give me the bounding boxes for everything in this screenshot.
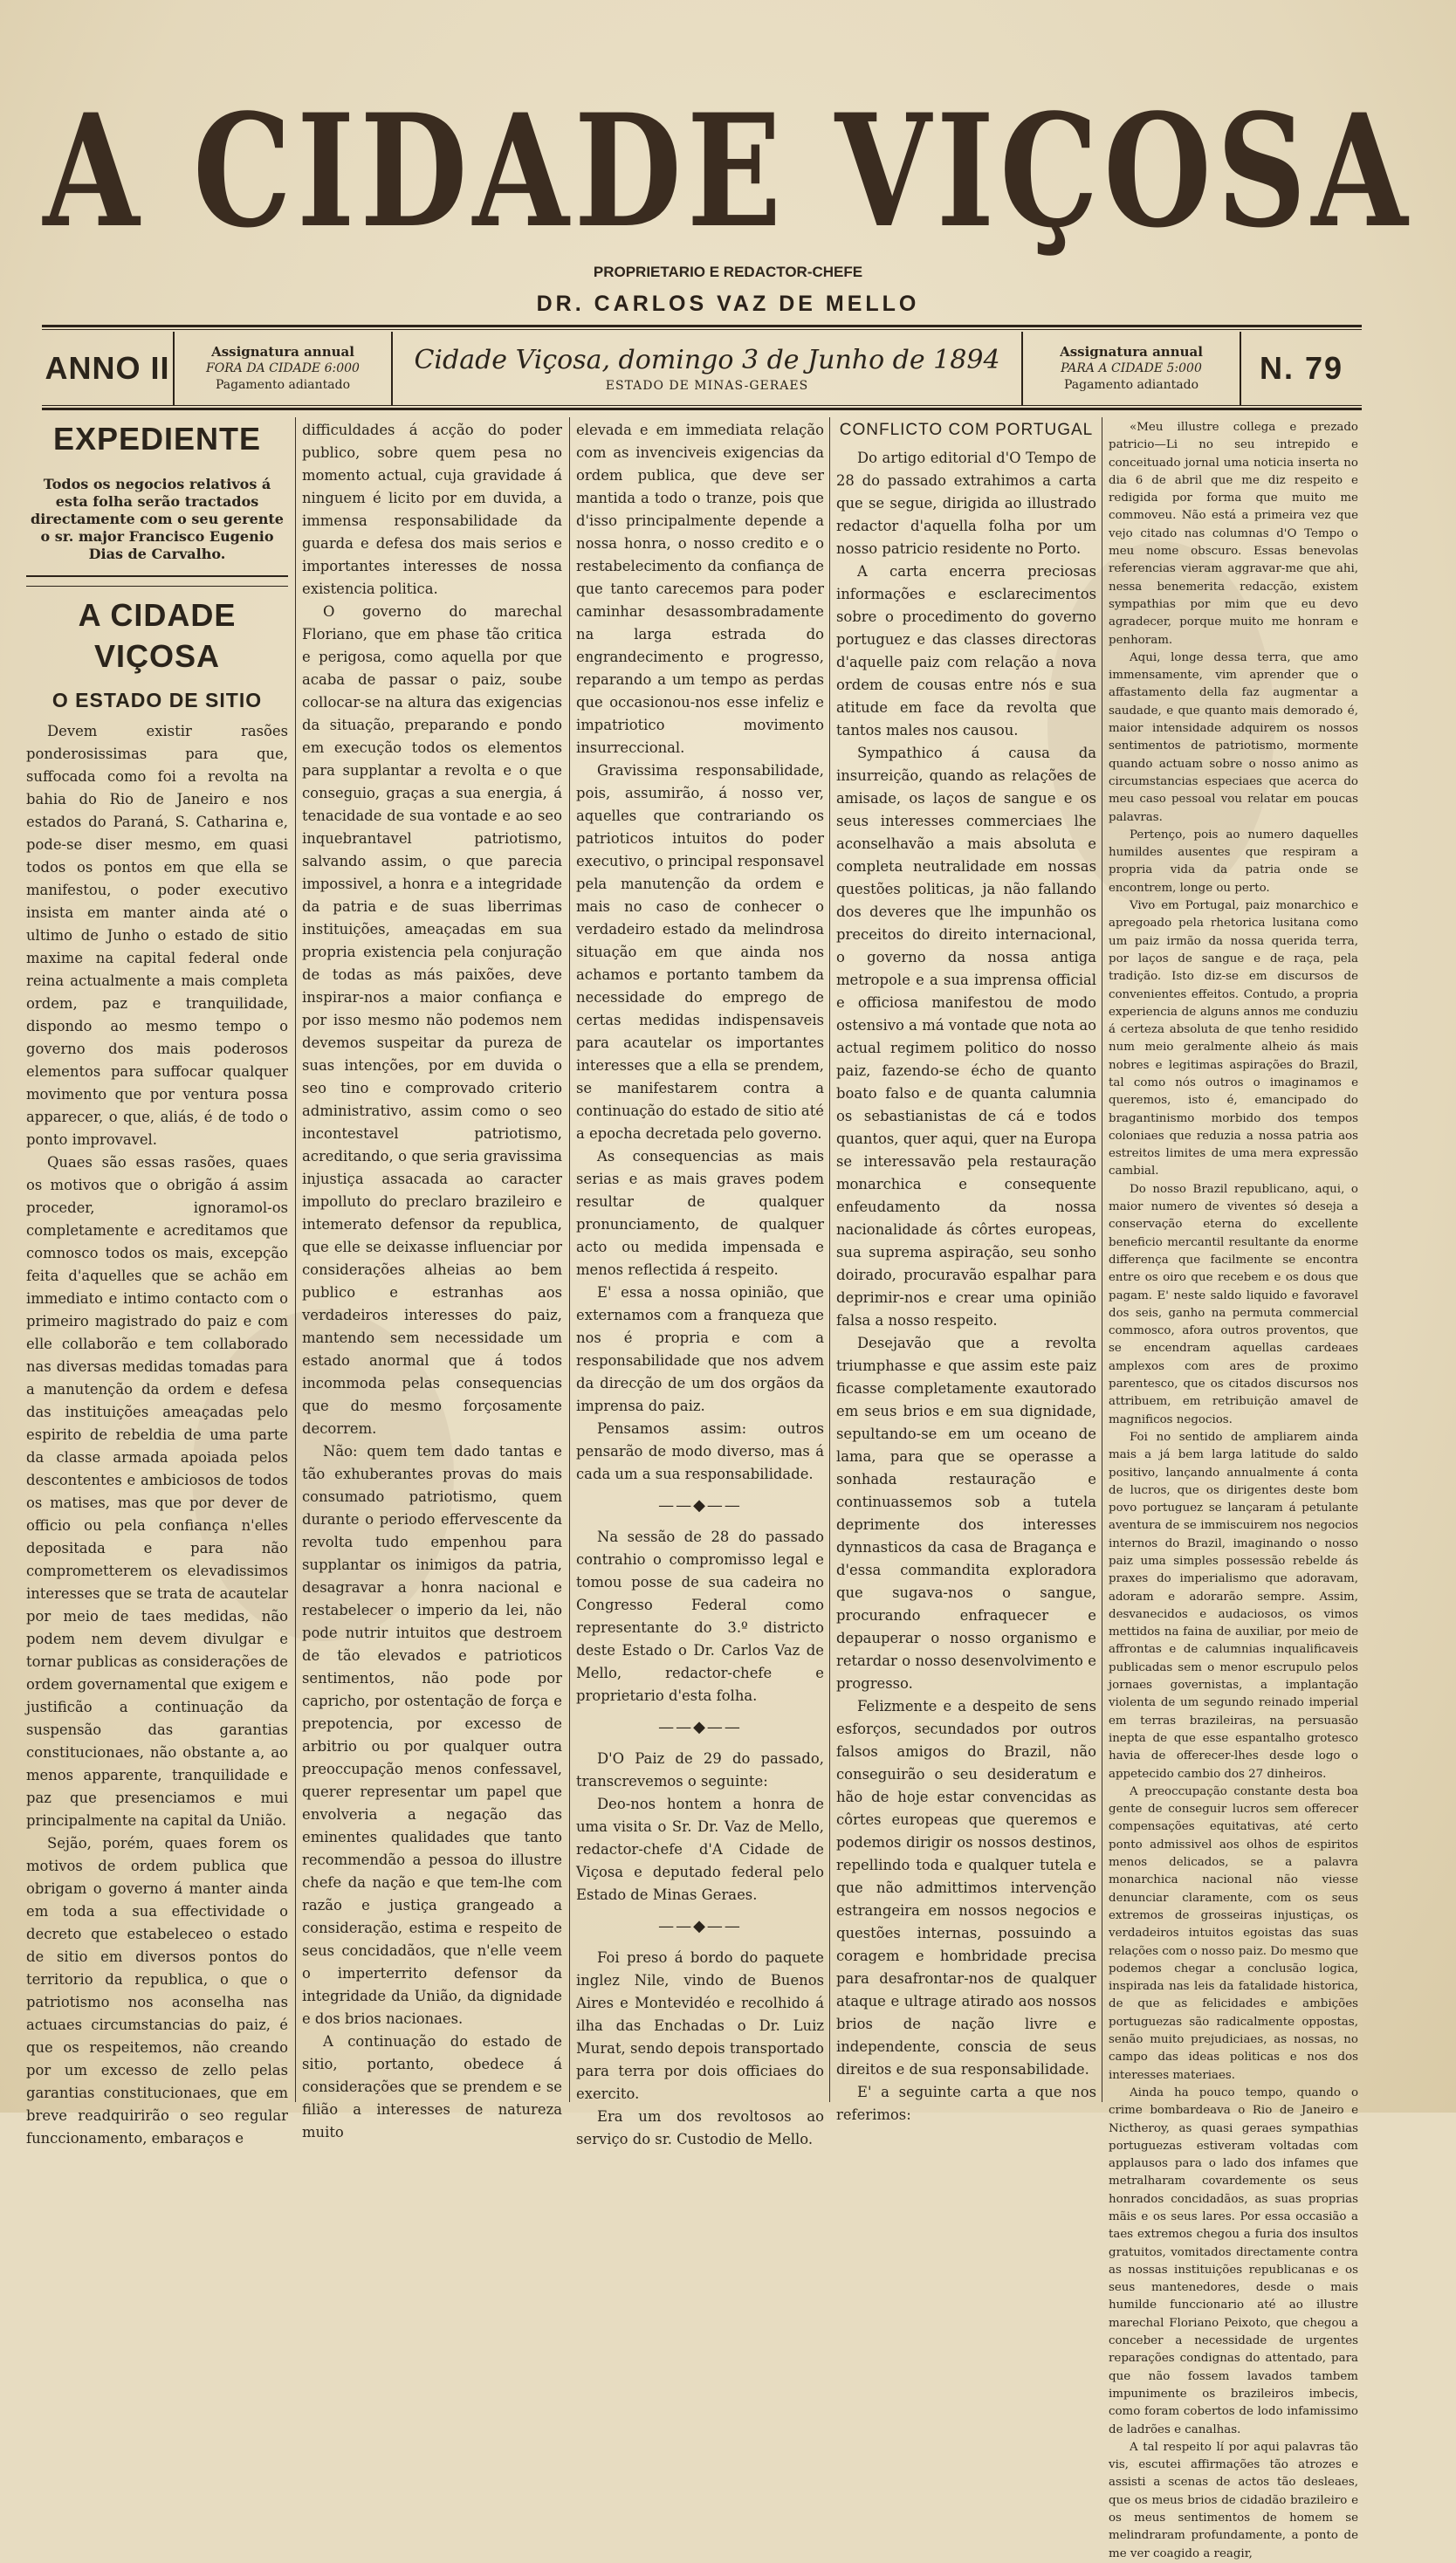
ornament-divider: ——◆—— <box>658 1496 742 1515</box>
paragraph: O governo do marechal Floriano, que em phase tão critica e perigosa, como aquella por que acaba de passar o paiz, soube collocar-se na altura das exigencias da situação, preparando e pondo em execução todos os elementos para supplantar a revolta e o que conseguio, graças a sua energia, á tenacidade de sua vontade e ao seo inquebrantavel patriotismo, salvando assim, o que parecia impossivel, a honra e a integridade da patria e de suas liberrimas instituições, ameaçadas em sua propria existencia pela conjuração de todas as más paixões, deve inspirar-nos a maior confiança e por isso mesmo não podemos nem devemos suspeitar da pureza de suas intenções, por em duvida o seo tino e comprovado criterio administrativo, assim como o seo incontestavel patriotismo, acreditando, o que seria gravissima injustiça assacada ao caracter impolluto do preclaro brazileiro e intemerato defensor da republica, que elle se deixasse influenciar por considerações alheias ao bem publico e estranhas aos verdadeiros interesses do paiz, mantendo sem necessidade um estado anormal que á todos incommoda pelas consequencias que do mesmo forçosamente decorrem. <box>302 603 562 1437</box>
ornament-divider: ——◆—— <box>658 1718 742 1736</box>
paragraph: Foi no sentido de ampliarem ainda mais a já bem larga latitude do saldo positivo, lançando annualmente á conta de lucros, que os dirigentes deste bom povo portuguez se lançaram á petulante aventura de se immiscuirem nos negocios internos do Brazil, imaginando o nosso paiz uma simples possessão rebelde ás praxes do imperialismo que adoravam, adoram e adorarão sempre. Assim, desvanecidos e audaciosos, os vimos mettidos na faina de auxiliar, por meio de affrontas e de calumnias inqualificaveis publicadas sem o menor escrupulo pelos jornaes governistas, a implantação violenta de um segundo reinado imperial em terras brazileiras, na persuasão inepta de que esse espantalho grotesco havia de offerecer-lhes desde logo o appetecido cambio dos 27 dinheiros. <box>1109 1430 1358 1781</box>
section-heading: A CIDADE VIÇOSA <box>78 596 237 674</box>
section-rule <box>26 575 288 577</box>
expediente-notice: Todos os negocios relativos á esta folha serão tractados directamente com o seu gerente o sr. major Francisco Eugenio Dias de Carvalho. <box>31 475 284 562</box>
paragraph: Gravissima responsabilidade, pois, assumirão, á nosso ver, aquelles que contrariando os patrioticos intuitos do poder executivo, o principal responsavel pela manutenção da ordem e mais no caso de conhecer o verdadeiro estado da melindrosa situação em que ainda nos achamos e portanto tambem da necessidade do emprego de certas medidas indispensaveis para acautelar os importantes interesses que a ella se prendem, se manifestarem contra a continuação do estado de sitio até a epocha decretada pelo governo. <box>576 762 824 1142</box>
paragraph: Do artigo editorial d'O Tempo de 28 do passado extrahimos a carta que se segue, dirigida ao illustrado redactor d'aquella folha por um nosso patricio residente no Porto. <box>836 450 1096 557</box>
subscription-price: FORA DA CIDADE 6:000 <box>206 361 360 376</box>
bottom-rule-thin <box>42 405 1362 406</box>
paragraph: Vivo em Portugal, paiz monarchico e apregoado pela rhetorica lusitana como um paiz irmão da nossa querida terra, por laços de sangue e de raça, pela tradição. Isto diz-se em discursos de convenientes effeitos. Contudo, a propria experiencia de alguns annos me conduziu á certeza absoluta de que tenho residido num meio geralmente alheio ás mais nobres e legitimas aspirações do Brazil, tal como nós outros o imaginamos e queremos, isto é, emancipado do bragantinismo morbido dos tempos coloniaes que reduzia a nossa patria aos estreitos limites de uma mera expressão cambial. <box>1109 899 1358 1178</box>
issue-number: N. 79 <box>1259 350 1344 386</box>
masthead-title: A CIDADE VIÇOSA <box>43 81 1413 263</box>
top-rule <box>42 325 1362 327</box>
paragraph: D'O Paiz de 29 do passado, transcrevemos o seguinte: <box>576 1750 824 1790</box>
masthead-subtitle: PROPRIETARIO E REDACTOR-CHEFE <box>593 264 863 280</box>
paragraph: «Meu illustre collega e prezado patricio—Li no seu intrepido e conceituado jornal uma noticia inserta no dia 6 de abril que me diz respeito e redigida por forma que muito me commoveu. Não está a primeira vez que vejo citado nas columnas d'O Tempo o meu nome obscuro. Essas benevolas referencias vieram aggravar-me que ahi, nessa benemerita redacção, existem sympathias por mim que eu devo agradecer, porque muito me honram e penhoram. <box>1109 421 1358 647</box>
bottom-rule <box>42 408 1362 410</box>
column-5 <box>1109 419 1358 2560</box>
ornament-divider: ——◆—— <box>658 1917 742 1935</box>
subscription-note: Pagamento adiantado <box>215 378 351 393</box>
info-bar <box>42 332 1362 405</box>
paragraph: difficuldades á acção do poder publico, sobre quem pesa no momento actual, cuja gravidade á ninguem é licito por em duvida, a immensa responsabilidade da guarda e defesa dos mais serios e importantes interesses de nossa existencia politica. <box>302 422 562 597</box>
paragraph: Felizmente e a despeito de sens esforços, secundados por outros falsos amigos do Brazil, não conseguirão o seu desideratum e hão de hoje estar convencidas as côrtes europeas que queremos e podemos dirigir os nossos destinos, repellindo toda e qualquer tutela e que não admittimos intervenção estrangeira em nossos negocios e questões internas, possuindo a coragem e hombridade precisa para desafrontar-nos de qualquer ataque e ultrage atirado aos nossos brios de nação livre e independente, conscia de seus direitos e de sua responsabilidade. <box>836 1698 1096 2078</box>
date-block <box>393 332 1023 405</box>
section-rule-thin <box>26 586 288 587</box>
column-divider <box>829 417 830 2102</box>
paragraph: A carta encerra preciosas informações e esclarecimentos sobre o procedimento do governo portuguez e das classes directoras d'aquelle paiz com relação a nova ordem de cousas entre nós e sua atitude em face da revolta que tantos males nos causou. <box>836 563 1096 739</box>
paragraph: E' a seguinte carta a que nos referimos: <box>836 2084 1096 2123</box>
column-2 <box>302 419 562 2140</box>
paragraph: Devem existir rasões ponderosissimas para que, suffocada como foi a revolta na bahia do Rio de Janeiro e nos estados do Paraná, S. Catharina e, pode-se diser mesmo, em quasi todos os pontos em que ella se manifestou, o poder executivo insista em manter ainda até o ultimo de Junho o estado de sitio maxime na capital federal onde reina actualmente a mais completa ordem, paz e tranquilidade, dispondo ao mesmo tempo o governo dos mais poderosos elementos para suffocar qualquer movimento que por ventura possa apparecer, o que, aliás, é de todo o ponto improvavel. <box>26 723 288 1149</box>
paragraph: Pensamos assim: outros pensarão de modo diverso, mas á cada um a sua responsabilidade. <box>576 1420 824 1482</box>
paragraph: A preoccupação constante desta boa gente de conseguir lucros sem offerecer compensações equitativas, até certo ponto admissivel aos olhos de espiritos menos delicados, se a palavra monarchica nacional não viesse denunciar claramente, com os seus extremos de grosseiras injustiças, os verdadeiros intuitos egoistas das suas relações com o nosso paiz. Do mesmo que podemos chegar a conclusão logica, inspirada nas leis da fatalidade historica, de que as felicidades e ambições portuguezas são radicalmente oppostas, senão muito prejudiciaes, as nossas, no campo das ideas politicas e nos dos interesses materiaes. <box>1109 1784 1358 2082</box>
subscription-title: Assignatura annual <box>211 343 354 360</box>
paragraph: elevada e em immediata relação com as invenciveis exigencias da ordem publica, que deve ser mantida a todo o tranze, pois que d'isso principalmente depende a nossa honra, o nosso credito e o restabelecimento da confiança de que tanto carecemos para poder caminhar desassombradamente na larga estrada do engrandecimento e progresso, reparando a um tempo as perdas que occasionou-nos esse infeliz e impatriotico movimento insurreccional. <box>576 422 824 756</box>
column-4 <box>836 419 1096 2123</box>
paragraph: As consequencias as mais serias e as mais graves podem resultar de qualquer pronunciamento, de qualquer acto ou medida impensada e menos reflectida á respeito. <box>576 1148 824 1278</box>
top-rule-thin <box>42 329 1362 330</box>
subscription-note: Pagamento adiantado <box>1063 378 1199 393</box>
issue-state: ESTADO DE MINAS-GERAES <box>605 378 809 393</box>
paragraph: A tal respeito lí por aqui palavras tão vis, escutei affirmações tão atrozes e assisti a scenas de actos tão desleaes, que os meus brios de cidadão brazileiro e os meus sentimentos de homem se melindraram profundamente, a ponto de me ver coagido a reagir, <box>1109 2440 1358 2560</box>
column-divider <box>295 417 296 2102</box>
paragraph: A continuação do estado de sitio, portanto, obedece á considerações que se prendem e se filião a interesses de natureza muito <box>302 2033 562 2140</box>
subscription-city <box>1023 332 1241 405</box>
paragraph: Pertenço, pois ao numero daquelles humildes ausentes que respiram a propria vida da patria onde se encontrem, longe ou perto. <box>1109 828 1358 895</box>
expediente-heading: EXPEDIENTE <box>52 421 262 457</box>
article-heading: O ESTADO DE SITIO <box>52 689 263 712</box>
subscription-price: PARA A CIDADE 5:000 <box>1061 361 1202 376</box>
paragraph: Não: quem tem dado tantas e tão exhuberantes provas do mais consumado patriotismo, quem durante o periodo effervescente da revolta tudo empenhou para supplantar os inimigos da patria, desagravar a honra nacional e restabelecer o imperio da lei, não pode nutrir intuitos que destroem de tão elevados e patrioticos sentimentos, não pode por capricho, por ostentação de força e prepotencia, por excesso de arbitrio ou por qualquer outra preoccupação menos confessavel, querer representar um papel que envolveria a negação das eminentes qualidades que tanto recommendão a pessoa do illustre chefe da nação e que tem-lhe com razão e justiça grangeado a consideração, estima e respeito de seus concidadãos, que n'elle veem o imperterrito defensor da integridade da União, da dignidade e dos brios nacionaes. <box>302 1443 562 2027</box>
paragraph: Sympathico á causa da insurreição, quando as relações de amisade, os laços de sangue e os seus interesses commerciaes lhe aconselhavão a mais absoluta e completa neutralidade em nossas questões politicas, ja não fallando dos deveres que lhe impunhão os preceitos do direito internacional, o governo da nossa antiga metropole e a sua imprensa official e officiosa manifestou de modo ostensivo a má vontade que nota ao actual regimem politico do nosso paiz, fazendo-se écho de quanto boato falso e de quanta calumnia os sebastianistas de cá e todos quantos, quer aqui, quer na Europa se interessavão pela restauração monarchica e consequente enfeudamento da nossa nacionalidade ás côrtes europeas, sua suprema aspiração, seu sonho doirado, procuravão espalhar para deprimir-nos e crear uma opinião falsa a nosso respeito. <box>836 745 1096 1329</box>
subscription-outside <box>175 332 393 405</box>
paragraph: Aqui, longe dessa terra, que amo immensamente, vim aprender que o affastamento della faz augmentar a saudade, e que quanto mais demorado é, maior intensidade adquirem os nossos sentimentos de patriotismo, mormente quando actuam sobre o nosso animo as circumstancias especiaes que acerca do meu caso pessoal vou relatar em poucas palavras. <box>1109 650 1358 824</box>
column-3 <box>576 419 824 2147</box>
paragraph: Desejavão que a revolta triumphasse e que assim este paiz ficasse completamente exautorado em seus brios e em sua dignidade, sepultando-se em um oceano de lama, para que se operasse a sonhada restauração e continuassemos sob a tutela deprimente dos interesses dynnasticos da casa de Bragança e d'essa commandita exploradora que sugava-nos o sangue, procurando enfraquecer e depauperar o nosso organismo e retardar o nosso desenvolvimento e progresso. <box>836 1335 1096 1692</box>
article-heading: CONFLICTO COM PORTUGAL <box>839 421 1094 439</box>
paragraph: Sejão, porém, quaes forem os motivos de ordem publica que obrigam o governo á manter ainda em toda a sua effectividade o decreto que estabeleceo o estado de sitio em diversos pontos do territorio da republica, o que o patriotismo nos aconselha nas actuaes circumstancias do paiz, é que os respeitemos, não creando por um excesso de zello pelas garantias constitucionaes, que em breve readquirirão o seo regular funccionamento, embaraços e <box>26 1835 288 2147</box>
subscription-title: Assignatura annual <box>1060 343 1203 360</box>
paragraph: E' essa a nossa opinião, que externamos com a franqueza que nos é propria e com a responsabilidade que nos advem da direcção de um dos orgãos da imprensa do paiz. <box>576 1284 824 1414</box>
paragraph: Foi preso á bordo do paquete inglez Nile, vindo de Buenos Aires e Montevidéo e recolhido á ilha das Enchadas o Dr. Luiz Murat, sendo depois transportado para terra por dois officiaes do exercito. <box>576 1949 824 2102</box>
paragraph: Quaes são essas rasões, quaes os motivos que o obrigão á assim proceder, ignoramol-os completamente e acreditamos que comnosco todos os mais, excepção feita d'aquelles que se achão em immediato e intimo contacto com o primeiro magistrado do paiz e com elle collaborão e tem collaborado nas diversas medidas tomadas para a manutenção da ordem e defesa das instituições ameaçadas pelo espirito de rebeldia de uma parte da classe armada apoiada pelos descontentes e ambiciosos de todos os matises, mas que por dever de officio ou pela confiança n'elles depositada e para não comprometterem os elevadissimos interesses que se trata de acautelar por meio de taes medidas, não podem nem devem divulgar e tornar publicas as considerações de ordem governamental que exigem e justificão a continuação da suspensão das garantias constitucionaes, não obstante a, ao menos apparente, tranquilidade e paz que presenciamos e mui principalmente na capital da União. <box>26 1154 288 1830</box>
column-divider <box>569 417 570 2102</box>
column-1 <box>26 419 288 2147</box>
paragraph: Era um dos revoltosos ao serviço do sr. Custodio de Mello. <box>576 2108 824 2147</box>
paragraph: Ainda ha pouco tempo, quando o crime bombardeava o Rio de Janeiro e Nictheroy, as quasi geraes sympathias portuguezas estiveram voltadas com applausos para o lado dos infames que metralharam covardemente os seus honrados concidadãos, as suas proprias mãis e os seus lares. Por essa occasião a taes extremos chegou a furia dos insultos gratuitos, vomitados directamente contra as nossas instituições republicanas e os seus mantenedores, desde o mais humilde funccionario até ao illustre marechal Floriano Peixoto, que chegou a conceber a necessidade de urgentes reparações condignas do attentado, para que não fossem lavados tambem impunimente os brazileiros imbecis, como foram cobertos de lodo infamissimo de ladrões e canalhas. <box>1109 2085 1358 2436</box>
paragraph: Deo-nos hontem a honra de uma visita o Sr. Dr. Vaz de Mello, redactor-chefe d'A Cidade de Viçosa e deputado federal pelo Estado de Minas Geraes. <box>576 1796 824 1903</box>
volume-label: ANNO II <box>42 332 175 405</box>
masthead-owner: DR. CARLOS VAZ DE MELLO <box>536 292 920 316</box>
issue-date: Cidade Viçosa, domingo 3 de Junho de 1894 <box>414 344 1000 375</box>
paragraph: Na sessão de 28 do passado contrahio o compromisso legal e tomou posse de sua cadeira no Congresso Federal como representante do 3.º districto deste Estado o Dr. Carlos Vaz de Mello, redactor-chefe e proprietario d'esta folha. <box>576 1529 824 1704</box>
paragraph: Do nosso Brazil republicano, aqui, o maior numero de viventes só deseja a conservação eterna do excellente beneficio mercantil resultante da enorme differença que facilmente se encontra entre os oiro que recebem e os dous que pagam. E' neste saldo liquido e favoravel dos seis, ganho na permuta commercial commosco, afora outros proventos, que se encendram aquellas cardeaes amplexos com ares de proximo parentesco, que os citados discursos nos attribuem, em retribuição amavel de magnificos negocios. <box>1109 1182 1358 1426</box>
